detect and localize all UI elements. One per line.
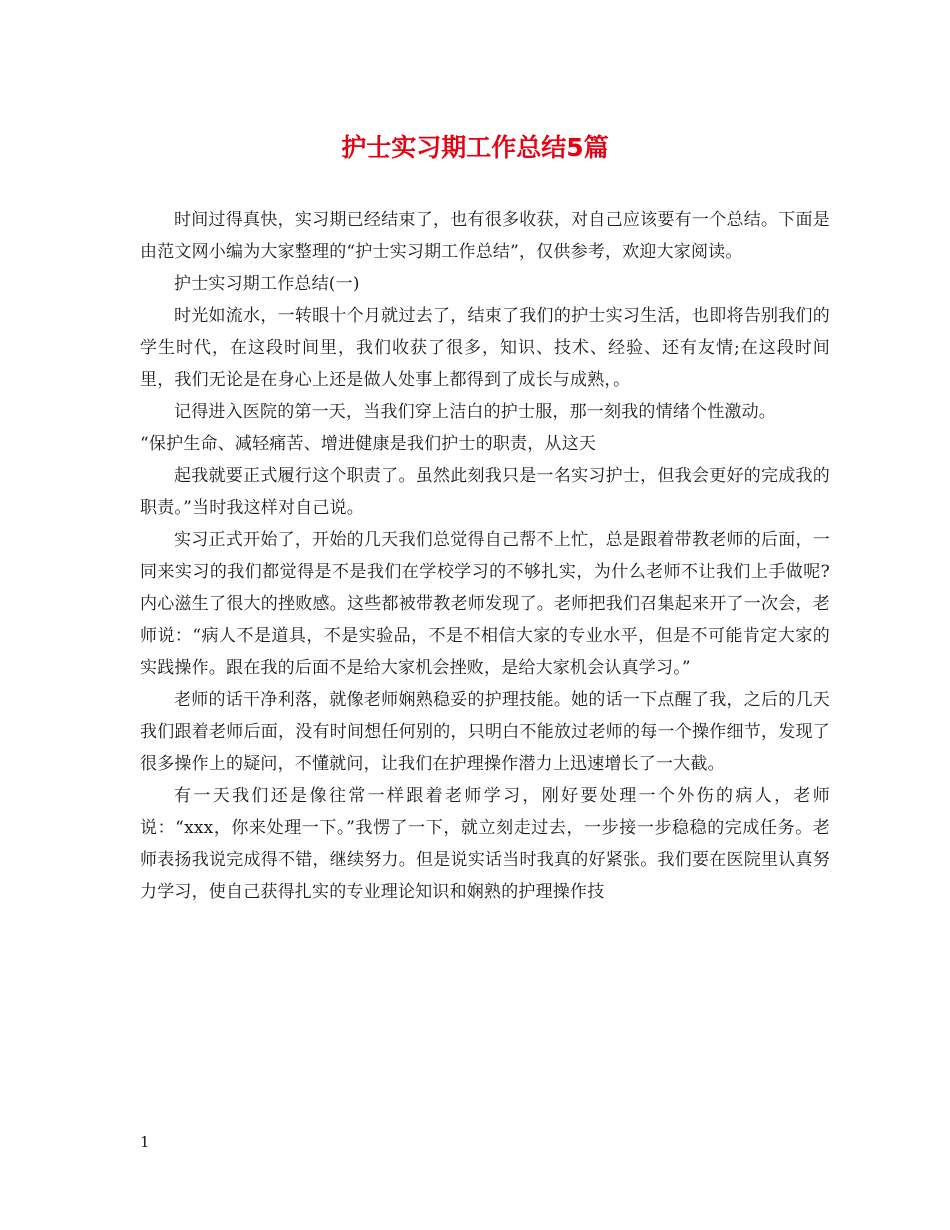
paragraph-quote: “保护生命、减轻痛苦、增进健康是我们护士的职责，从这天 bbox=[140, 434, 597, 454]
paragraph-intro: 时间过得真快，实习期已经结束了，也有很多收获，对自己应该要有一个总结。下面是由范文网小编为大家整理的“护士实习期工作总结”，仅供参考，欢迎大家阅读。 bbox=[140, 210, 830, 262]
paragraph: 起我就要正式履行这个职责了。虽然此刻我只是一名实习护士，但我会更好的完成我的职责。”当时我这样对自己说。 bbox=[140, 466, 830, 518]
paragraph: 实习正式开始了，开始的几天我们总觉得自己帮不上忙，总是跟着带教老师的后面，一同来实习的我们都觉得是不是我们在学校学习的不够扎实，为什么老师不让我们上手做呢?内心滋生了很大的挫败感。这些都被带教老师发现了。老师把我们召集起来开了一次会，老师说：“病人不是道具，不是实验品，不是不相信大家的专业水平，但是不可能肯定大家的实践操作。跟在我的后面不是给大家机会挫败，是给大家机会认真学习。” bbox=[140, 530, 830, 678]
section-heading: 护士实习期工作总结(一) bbox=[174, 274, 360, 294]
document-body bbox=[140, 204, 830, 908]
document-title: 护士实习期工作总结5篇 bbox=[341, 133, 609, 162]
paragraph: 老师的话干净利落，就像老师娴熟稳妥的护理技能。她的话一下点醒了我，之后的几天我们跟着老师后面，没有时间想任何别的，只明白不能放过老师的每一个操作细节，发现了很多操作上的疑问，不懂就问，让我们在护理操作潜力上迅速增长了一大截。 bbox=[140, 690, 830, 774]
paragraph: 时光如流水，一转眼十个月就过去了，结束了我们的护士实习生活，也即将告别我们的学生时代，在这段时间里，我们收获了很多，知识、技术、经验、还有友情;在这段时间里，我们无论是在身心上还是做人处事上都得到了成长与成熟，。 bbox=[140, 306, 830, 390]
paragraph: 记得进入医院的第一天，当我们穿上洁白的护士服，那一刻我的情绪个性激动。 bbox=[174, 402, 776, 422]
page-number: 1 bbox=[140, 1133, 150, 1151]
paragraph: 有一天我们还是像往常一样跟着老师学习，刚好要处理一个外伤的病人，老师说：“xxx，你来处理一下。”我愣了一下，就立刻走过去，一步接一步稳稳的完成任务。老师表扬我说完成得不错，继续努力。但是说实话当时我真的好紧张。我们要在医院里认真努力学习，使自己获得扎实的专业理论知识和娴熟的护理操作技 bbox=[140, 786, 830, 902]
